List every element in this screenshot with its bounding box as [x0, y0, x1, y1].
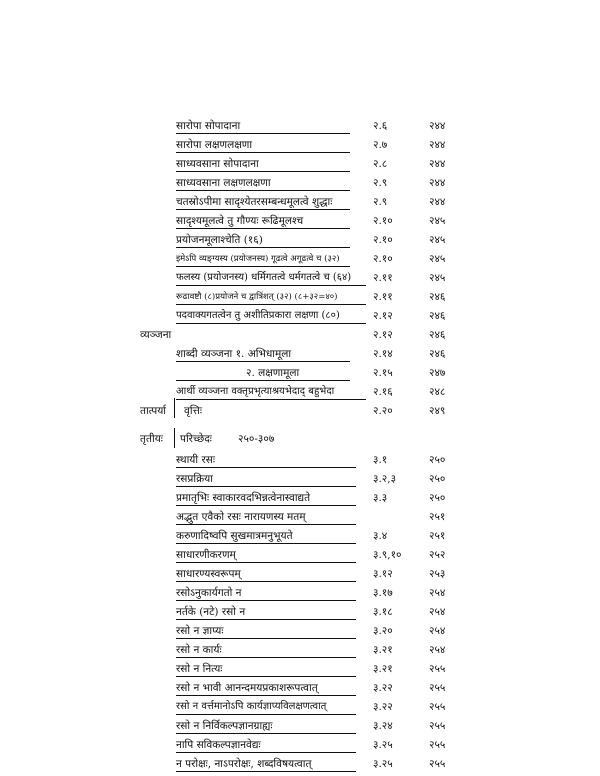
entry-ref: ३.१: [373, 454, 388, 466]
entry-ref: ३.२१: [373, 663, 393, 675]
entry-ref: २.१२: [373, 310, 393, 322]
entry-text: रसो न ज्ञाप्यः: [176, 625, 224, 637]
entry-text: इमेऽपि व्यङ्ग्यस्य (प्रयोजनस्य) गूढत्वे अगूढत्वे च (३२): [176, 254, 340, 264]
entry-text: २. लक्षणामूला: [246, 367, 300, 379]
entry-ref: २.१२: [373, 329, 393, 341]
underline: [176, 524, 356, 525]
entry-text: अद्भुत एवैको रसः नारायणस्य मतम्: [176, 511, 306, 523]
underline: [176, 505, 356, 506]
entry-page: २४४: [429, 196, 446, 208]
entry-page: २४५: [429, 215, 446, 227]
entry-ref: ३.२२: [373, 701, 393, 713]
entry-page: २४९: [429, 405, 446, 417]
entry-page: २४४: [429, 177, 446, 189]
entry-ref: ३.२०: [373, 625, 393, 637]
entry-page: २४६: [429, 329, 446, 341]
underline: [176, 657, 356, 658]
chapter-page-range: २५०-३०७: [238, 433, 275, 445]
underline: [176, 771, 356, 772]
entry-page: २४५: [429, 272, 446, 284]
underline: [176, 486, 356, 487]
entry-text: साधारणीकरणम्: [176, 549, 236, 561]
underline: [176, 676, 356, 677]
entry-text: आर्थी व्यञ्जना वक्तृप्रभृत्याश्रयभेदाद् बहुभेदा: [176, 386, 335, 397]
underline: [176, 600, 356, 601]
entry-page: २४६: [429, 291, 446, 303]
entry-ref: ३.२५: [373, 758, 393, 770]
entry-page: २५४: [429, 606, 446, 618]
entry-text: फलस्य (प्रयोजनस्य) धर्मिगतत्वे धर्मगतत्वे च (६४): [176, 272, 352, 283]
entry-ref: २.११: [373, 291, 393, 303]
entry-text: प्रयोजनमूलाश्चेति (१६): [176, 234, 263, 246]
entry-text: सादृश्यमूलत्वे तु गौण्यः रूढिमूलश्च: [176, 215, 304, 227]
entry-text: नर्तके (नटे) रसो न: [176, 606, 246, 618]
entry-page: २४६: [429, 310, 446, 322]
entry-ref: २.१६: [373, 386, 393, 398]
entry-text: चतस्रोऽपीमा सादृश्येतरसम्बन्धमूलत्वे शुद्धाः: [176, 196, 333, 208]
entry-page: २५०: [429, 473, 446, 485]
entry-page: २५५: [429, 739, 446, 751]
chapter-title: परिच्छेदः: [180, 433, 212, 445]
entry-ref: ३.१८: [373, 606, 393, 618]
entry-page: २५३: [429, 568, 446, 580]
side-heading: व्यञ्जना: [140, 329, 172, 341]
entry-page: २५४: [429, 625, 446, 637]
entry-ref: २.१०: [373, 253, 393, 265]
underline: [176, 228, 350, 229]
entry-text: न परोक्षः, नाऽपरोक्षः, शब्दविषयत्वात्: [176, 758, 312, 770]
entry-ref: २.९: [373, 177, 388, 189]
entry-text: पदवाक्यगतत्वेन तु अशीतिप्रकारा लक्षणा (८०): [176, 310, 340, 321]
entry-page: २५१: [429, 511, 446, 523]
underline: [176, 467, 356, 468]
underline: [176, 695, 356, 696]
underline: [176, 152, 350, 153]
divider: [174, 398, 175, 418]
entry-ref: ३.१७: [373, 587, 393, 599]
underline: [176, 285, 366, 286]
entry-page: २५५: [429, 720, 446, 732]
underline: [176, 304, 366, 305]
underline: [176, 190, 350, 191]
entry-ref: २.९: [373, 196, 388, 208]
entry-page: २४६: [429, 348, 446, 360]
entry-text: रसो न निर्विकल्पज्ञानग्राह्यः: [176, 720, 273, 732]
entry-ref: ३.९,१०: [373, 549, 402, 561]
entry-page: २४४: [429, 139, 446, 151]
entry-page: २५०: [429, 454, 446, 466]
entry-page: २५२: [429, 549, 446, 561]
entry-page: २५०: [429, 492, 446, 504]
entry-page: २५५: [429, 682, 446, 694]
entry-ref: ३.२१: [373, 644, 393, 656]
entry-ref: ३.२५: [373, 739, 393, 751]
entry-text: साध्यवसाना सोपादाना: [176, 158, 259, 170]
entry-text: साध्यवसाना लक्षणलक्षणा: [176, 177, 271, 189]
underline: [176, 323, 366, 324]
underline: [176, 714, 356, 715]
underline: [176, 619, 356, 620]
entry-text: साधारण्यस्वरूपम्: [176, 568, 241, 580]
underline: [176, 562, 356, 563]
underline: [176, 638, 356, 639]
entry-ref: २.६: [373, 120, 388, 132]
entry-text: वृत्तिः: [184, 405, 202, 417]
entry-ref: ३.२२: [373, 682, 393, 694]
entry-text: रसोऽनुकार्यगतो न: [176, 587, 242, 599]
underline: [176, 361, 350, 362]
entry-page: २४८: [429, 386, 446, 398]
entry-ref: २.७: [373, 139, 388, 151]
entry-page: २५५: [429, 758, 446, 770]
entry-page: २४४: [429, 158, 446, 170]
underline: [176, 171, 350, 172]
side-heading: तात्पर्या: [140, 405, 166, 417]
entry-text: करुणादिष्वपि सुखमात्रमनुभूयते: [176, 530, 293, 542]
entry-page: २५४: [429, 644, 446, 656]
entry-text: नापि सविकल्पज्ञानवेद्यः: [176, 739, 261, 751]
entry-ref: ३.२४: [373, 720, 393, 732]
entry-ref: ३.४: [373, 530, 388, 542]
entry-ref: ३.२,३: [373, 473, 397, 485]
entry-text: प्रमातृभिः स्वाकारवदभिन्नत्वेनास्वाद्यते: [176, 492, 311, 504]
entry-ref: २.१४: [373, 348, 393, 360]
entry-page: २५५: [429, 701, 446, 713]
entry-text: रसप्रक्रिया: [176, 473, 213, 485]
entry-ref: ३.१२: [373, 568, 393, 580]
underline: [176, 733, 356, 734]
entry-text: सारोपा लक्षणलक्षणा: [176, 139, 253, 151]
index-row: [0, 402, 600, 420]
entry-ref: २.११: [373, 272, 393, 284]
underline: [176, 581, 356, 582]
entry-page: २४७: [429, 367, 446, 379]
underline: [176, 209, 350, 210]
underline: [176, 399, 366, 400]
entry-page: २५४: [429, 587, 446, 599]
entry-page: २५१: [429, 530, 446, 542]
entry-text: रूढावष्टौ (८)प्रयोजने च द्वात्रिंशत् (३२) (८+३२=४०): [176, 292, 338, 302]
entry-ref: २.८: [373, 158, 388, 170]
underline: [176, 752, 356, 753]
entry-ref: २.१०: [373, 234, 393, 246]
underline: [176, 266, 350, 267]
underline: [176, 247, 350, 248]
entry-ref: २.१०: [373, 215, 393, 227]
entry-ref: २.१५: [373, 367, 393, 379]
entry-page: २४४: [429, 120, 446, 132]
underline: [176, 380, 350, 381]
underline: [176, 133, 350, 134]
entry-text: रसो न कार्यः: [176, 644, 222, 656]
entry-ref: २.२०: [373, 405, 393, 417]
entry-text: रसो न भावी आनन्दमयप्रकाशरूपत्वात्: [176, 682, 318, 694]
entry-text: सारोपा सोपादाना: [176, 120, 241, 132]
chapter-number: तृतीयः: [140, 433, 163, 445]
entry-page: २५५: [429, 663, 446, 675]
entry-page: २४५: [429, 253, 446, 265]
underline: [176, 543, 356, 544]
entry-text: रसो न नित्यः: [176, 663, 223, 675]
entry-text: शाब्दी व्यञ्जना १. अभिधामूला: [176, 348, 292, 360]
index-row: [0, 326, 600, 344]
entry-text: रसो न वर्त्तमानोऽपि कार्यज्ञाप्यविलक्षणत्वात्: [176, 701, 327, 712]
entry-text: स्थायी रसः: [176, 454, 215, 466]
divider: [174, 428, 175, 448]
entry-ref: ३.३: [373, 492, 388, 504]
entry-page: २४५: [429, 234, 446, 246]
